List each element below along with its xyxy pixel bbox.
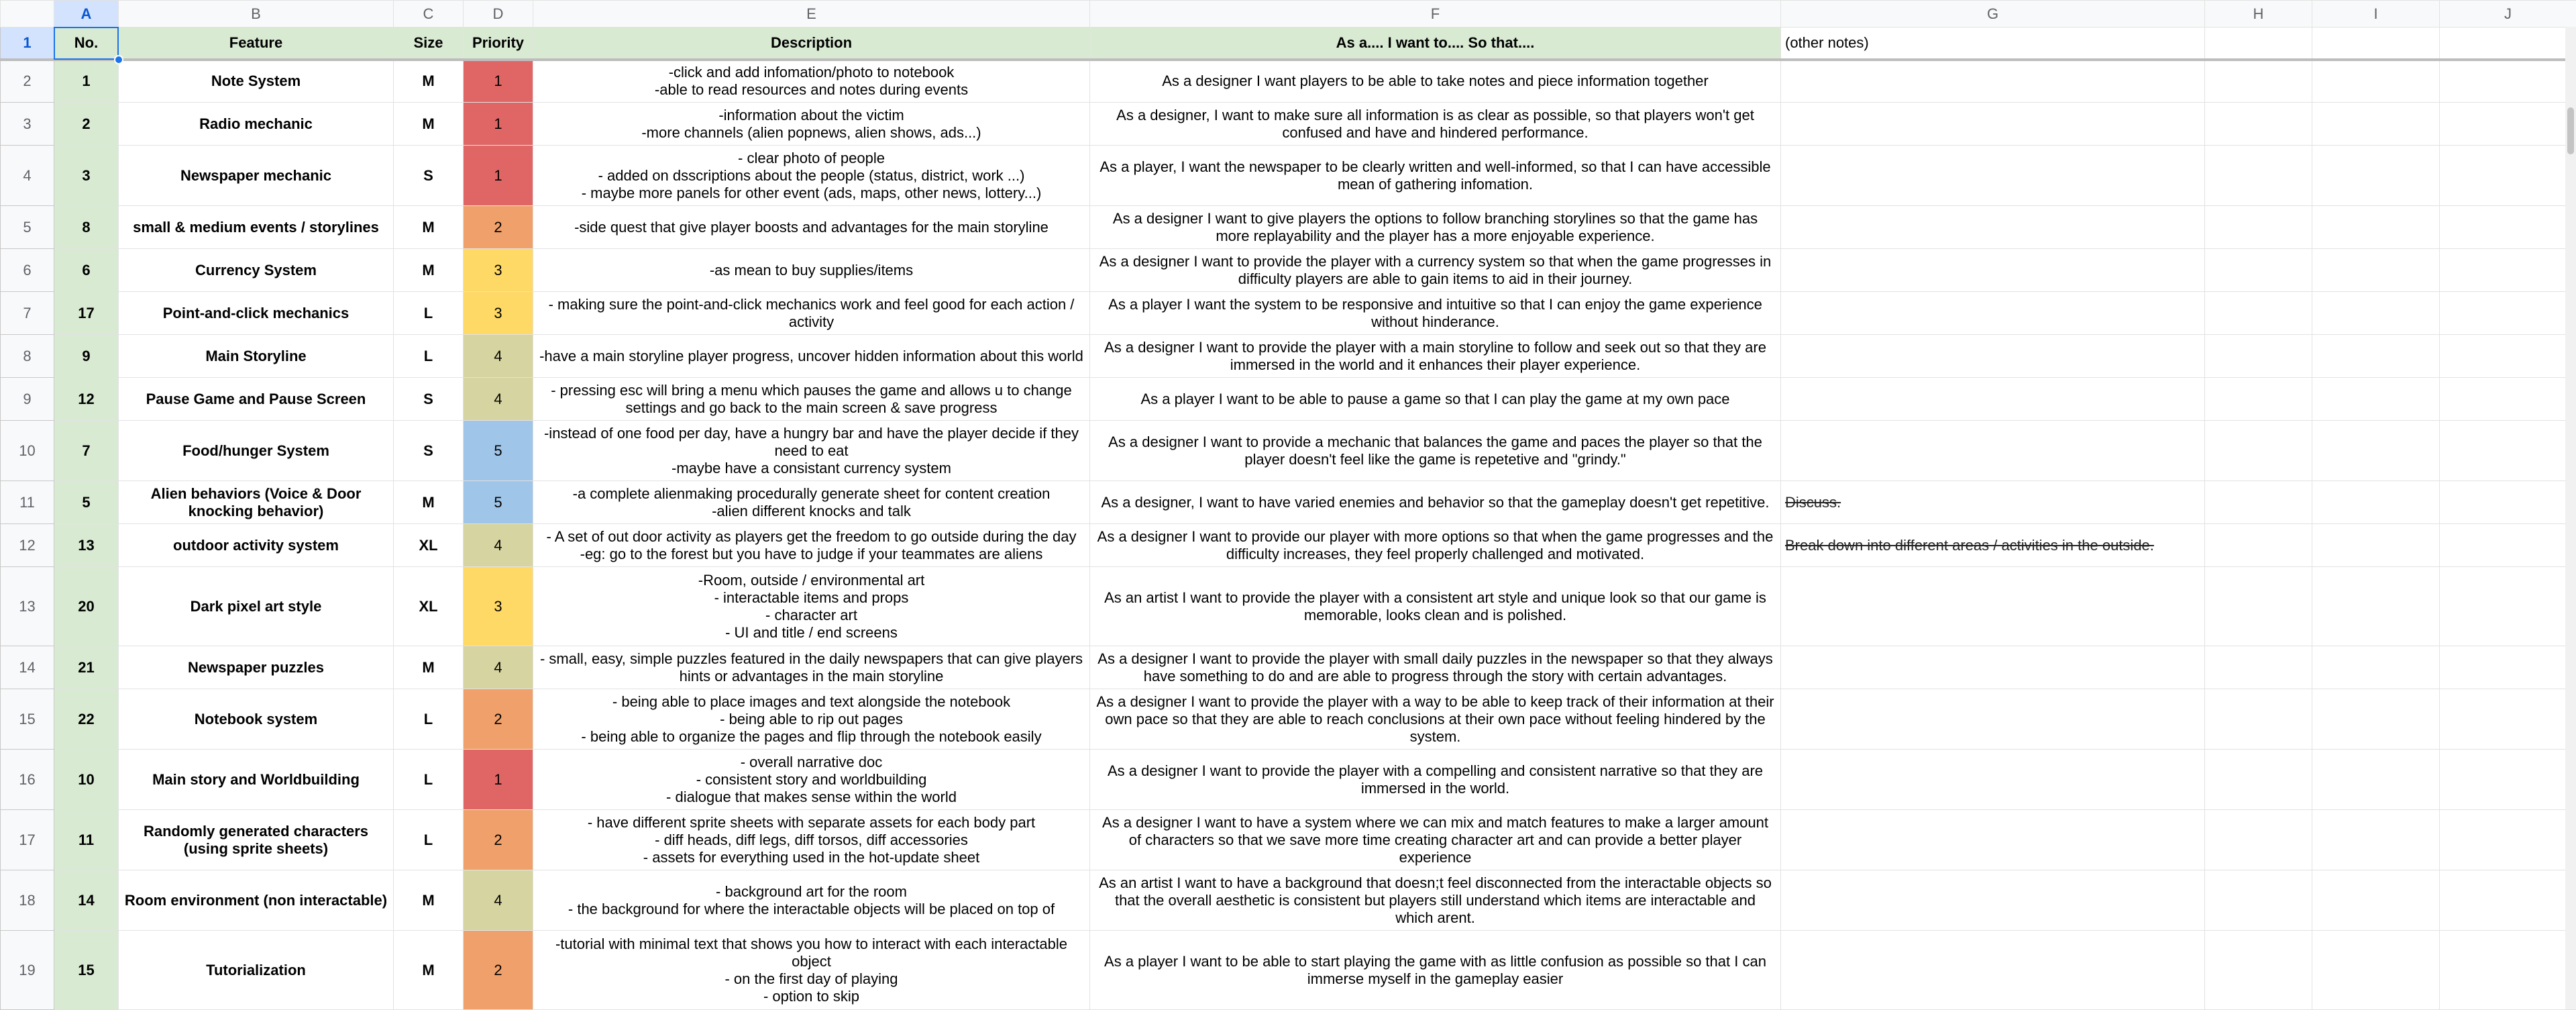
row-number[interactable]: 9	[1, 378, 54, 421]
cell-feature[interactable]: Dark pixel art style	[119, 567, 394, 646]
column-header-j[interactable]: J	[2440, 1, 2576, 28]
column-header-d[interactable]: D	[464, 1, 533, 28]
cell-priority[interactable]: 1	[464, 60, 533, 103]
cell-notes[interactable]	[1781, 206, 2205, 249]
cell-size[interactable]: S	[394, 146, 464, 206]
cell-notes[interactable]	[1781, 421, 2205, 481]
cell-no[interactable]: 14	[54, 870, 119, 931]
empty-cell[interactable]	[2205, 249, 2312, 292]
row-number[interactable]: 2	[1, 60, 54, 103]
empty-cell[interactable]	[2440, 870, 2576, 931]
description-line: - clear photo of people	[537, 150, 1085, 167]
table-row	[1, 249, 2576, 292]
cell-priority[interactable]: 4	[464, 335, 533, 378]
cell-size[interactable]: M	[394, 870, 464, 931]
column-header-row	[1, 1, 2576, 28]
cell-user-story[interactable]: As a designer I want to provide our player with more options so that when the game progresses and the difficulty increases, they feel properly challenged and motivated.	[1090, 524, 1781, 567]
column-header-c[interactable]: C	[394, 1, 464, 28]
cell-description[interactable]	[533, 481, 1090, 524]
description-line: - being able to rip out pages	[537, 711, 1085, 728]
empty-cell[interactable]	[2440, 28, 2576, 60]
description-line: - pressing esc will bring a menu which pauses the game and allows u to change settings and go back to the main screen & save progress	[537, 382, 1085, 417]
header-row	[1, 28, 2576, 60]
description-line: -alien different knocks and talk	[537, 503, 1085, 520]
cell-user-story[interactable]: As a player I want the system to be responsive and intuitive so that I can enjoy the game experience without hinderance.	[1090, 292, 1781, 335]
row-number[interactable]: 16	[1, 750, 54, 810]
description-line: - dialogue that makes sense within the world	[537, 789, 1085, 806]
column-header-h[interactable]: H	[2205, 1, 2312, 28]
table-row	[1, 206, 2576, 249]
cell-user-story[interactable]: As a player, I want the newspaper to be clearly written and well-informed, so that I can have accessible mean of gathering infomation.	[1090, 146, 1781, 206]
cell-feature[interactable]: Main Storyline	[119, 335, 394, 378]
cell-description[interactable]	[533, 60, 1090, 103]
cell-feature[interactable]: outdoor activity system	[119, 524, 394, 567]
description-line: -click and add infomation/photo to notebook	[537, 64, 1085, 81]
cell-no[interactable]: 3	[54, 146, 119, 206]
description-line: -more channels (alien popnews, alien shows, ads...)	[537, 124, 1085, 142]
cell-notes[interactable]	[1781, 146, 2205, 206]
empty-cell[interactable]	[2312, 421, 2440, 481]
description-line: -tutorial with minimal text that shows you how to interact with each interactable object	[537, 936, 1085, 970]
empty-cell[interactable]	[2205, 931, 2312, 1010]
cell-description[interactable]	[533, 146, 1090, 206]
cell-no[interactable]: 13	[54, 524, 119, 567]
cell-description[interactable]	[533, 810, 1090, 870]
description-line: - maybe more panels for other event (ads, maps, other news, lottery...)	[537, 185, 1085, 202]
empty-cell[interactable]	[2440, 567, 2576, 646]
cell-size[interactable]: L	[394, 689, 464, 750]
cell-user-story[interactable]: As a designer I want to provide the player with a main storyline to follow and seek out so that they are immersed in the world and it enhances their player experience.	[1090, 335, 1781, 378]
empty-cell[interactable]	[2440, 421, 2576, 481]
empty-cell[interactable]	[2440, 378, 2576, 421]
header-description[interactable]: Description	[533, 28, 1090, 60]
cell-user-story[interactable]: As a designer I want to provide the player with a currency system so that when the game progresses in difficulty players are able to gain items to aid in their journey.	[1090, 249, 1781, 292]
column-header-a[interactable]: A	[54, 1, 119, 28]
cell-notes[interactable]	[1781, 335, 2205, 378]
cell-feature[interactable]: Note System	[119, 60, 394, 103]
cell-size[interactable]: M	[394, 931, 464, 1010]
row-number[interactable]: 11	[1, 481, 54, 524]
cell-description[interactable]	[533, 103, 1090, 146]
header-priority[interactable]: Priority	[464, 28, 533, 60]
empty-cell[interactable]	[2312, 103, 2440, 146]
table-row	[1, 335, 2576, 378]
cell-priority[interactable]: 1	[464, 103, 533, 146]
cell-user-story[interactable]: As a designer I want to provide the player with small daily puzzles in the newspaper so that they always have something to do and are able to progress through the story with certain advantages.	[1090, 646, 1781, 689]
header-no[interactable]: No.	[54, 28, 119, 60]
cell-priority[interactable]: 5	[464, 421, 533, 481]
cell-no[interactable]: 7	[54, 421, 119, 481]
row-number[interactable]: 18	[1, 870, 54, 931]
empty-cell[interactable]	[2440, 646, 2576, 689]
empty-cell[interactable]	[2312, 206, 2440, 249]
table-row	[1, 421, 2576, 481]
table-row	[1, 146, 2576, 206]
cell-feature[interactable]: Randomly generated characters (using sprite sheets)	[119, 810, 394, 870]
cell-feature[interactable]: small & medium events / storylines	[119, 206, 394, 249]
empty-cell[interactable]	[2440, 146, 2576, 206]
cell-size[interactable]: L	[394, 810, 464, 870]
cell-priority[interactable]: 4	[464, 378, 533, 421]
cell-priority[interactable]: 5	[464, 481, 533, 524]
empty-cell[interactable]	[2312, 249, 2440, 292]
cell-priority[interactable]: 3	[464, 292, 533, 335]
cell-feature[interactable]: Point-and-click mechanics	[119, 292, 394, 335]
empty-cell[interactable]	[2205, 810, 2312, 870]
empty-cell[interactable]	[2440, 335, 2576, 378]
cell-user-story[interactable]: As a designer, I want to have varied enemies and behavior so that the gameplay doesn't get repetitive.	[1090, 481, 1781, 524]
cell-description[interactable]	[533, 249, 1090, 292]
row-number[interactable]: 15	[1, 689, 54, 750]
empty-cell[interactable]	[2440, 249, 2576, 292]
cell-size[interactable]: M	[394, 206, 464, 249]
row-number[interactable]: 14	[1, 646, 54, 689]
empty-cell[interactable]	[2312, 931, 2440, 1010]
cell-notes[interactable]	[1781, 60, 2205, 103]
empty-cell[interactable]	[2440, 524, 2576, 567]
cell-size[interactable]: L	[394, 750, 464, 810]
cell-description[interactable]	[533, 870, 1090, 931]
empty-cell[interactable]	[2312, 750, 2440, 810]
cell-no[interactable]: 6	[54, 249, 119, 292]
cell-user-story[interactable]: As a player I want to be able to pause a game so that I can play the game at my own pace	[1090, 378, 1781, 421]
cell-size[interactable]: M	[394, 646, 464, 689]
table-row	[1, 481, 2576, 524]
table-row	[1, 292, 2576, 335]
empty-cell[interactable]	[2312, 646, 2440, 689]
cell-feature[interactable]: Room environment (non interactable)	[119, 870, 394, 931]
table-row	[1, 750, 2576, 810]
empty-cell[interactable]	[2312, 870, 2440, 931]
cell-description[interactable]	[533, 378, 1090, 421]
row-number[interactable]: 5	[1, 206, 54, 249]
empty-cell[interactable]	[2312, 60, 2440, 103]
empty-cell[interactable]	[2205, 292, 2312, 335]
empty-cell[interactable]	[2205, 689, 2312, 750]
cell-no[interactable]: 22	[54, 689, 119, 750]
cell-feature[interactable]: Pause Game and Pause Screen	[119, 378, 394, 421]
empty-cell[interactable]	[2205, 870, 2312, 931]
cell-notes[interactable]	[1781, 870, 2205, 931]
table-row	[1, 524, 2576, 567]
empty-cell[interactable]	[2440, 481, 2576, 524]
cell-size[interactable]: S	[394, 378, 464, 421]
vertical-scrollbar[interactable]	[2565, 27, 2576, 1009]
cell-feature[interactable]: Main story and Worldbuilding	[119, 750, 394, 810]
empty-cell[interactable]	[2440, 103, 2576, 146]
empty-cell[interactable]	[2205, 28, 2312, 60]
cell-feature[interactable]: Newspaper puzzles	[119, 646, 394, 689]
cell-notes[interactable]: Break down into different areas / activities in the outside.	[1781, 524, 2205, 567]
select-all-corner[interactable]	[1, 1, 54, 28]
empty-cell[interactable]	[2312, 481, 2440, 524]
table-row	[1, 931, 2576, 1010]
description-line: - on the first day of playing	[537, 970, 1085, 988]
header-feature[interactable]: Feature	[119, 28, 394, 60]
empty-cell[interactable]	[2205, 750, 2312, 810]
table-row	[1, 378, 2576, 421]
column-header-i[interactable]: I	[2312, 1, 2440, 28]
cell-priority[interactable]: 2	[464, 689, 533, 750]
description-line: -side quest that give player boosts and advantages for the main storyline	[537, 219, 1085, 236]
row-number[interactable]: 7	[1, 292, 54, 335]
cell-size[interactable]: M	[394, 60, 464, 103]
table-row	[1, 810, 2576, 870]
empty-cell[interactable]	[2312, 28, 2440, 60]
cell-description[interactable]	[533, 750, 1090, 810]
cell-description[interactable]	[533, 206, 1090, 249]
empty-cell[interactable]	[2205, 481, 2312, 524]
cell-user-story[interactable]: As a designer I want to provide the player with a compelling and consistent narrative so that they are immersed in the world.	[1090, 750, 1781, 810]
cell-no[interactable]: 12	[54, 378, 119, 421]
empty-cell[interactable]	[2205, 378, 2312, 421]
cell-notes[interactable]	[1781, 810, 2205, 870]
cell-no[interactable]: 5	[54, 481, 119, 524]
row-number[interactable]: 8	[1, 335, 54, 378]
cell-notes[interactable]	[1781, 292, 2205, 335]
description-line: -a complete alienmaking procedurally generate sheet for content creation	[537, 485, 1085, 503]
cell-feature[interactable]: Food/hunger System	[119, 421, 394, 481]
empty-cell[interactable]	[2440, 206, 2576, 249]
cell-description[interactable]	[533, 931, 1090, 1010]
cell-description[interactable]	[533, 524, 1090, 567]
empty-cell[interactable]	[2312, 810, 2440, 870]
cell-no[interactable]: 17	[54, 292, 119, 335]
selection-fill-handle[interactable]	[114, 55, 123, 64]
cell-notes[interactable]	[1781, 103, 2205, 146]
cell-feature[interactable]: Newspaper mechanic	[119, 146, 394, 206]
cell-user-story[interactable]: As a player I want to be able to start playing the game with as little confusion as possible so that I can immerse myself in the gameplay easier	[1090, 931, 1781, 1010]
cell-priority[interactable]: 3	[464, 567, 533, 646]
cell-no[interactable]: 20	[54, 567, 119, 646]
description-line: -Room, outside / environmental art	[537, 572, 1085, 589]
empty-cell[interactable]	[2205, 567, 2312, 646]
cell-notes[interactable]: Discuss.	[1781, 481, 2205, 524]
description-line: -instead of one food per day, have a hungry bar and have the player decide if they need to eat	[537, 425, 1085, 460]
cell-user-story[interactable]: As a designer I want to provide the player with a way to be able to keep track of their information at their own pace so that they are able to reach conclusions at their own pace without feeling hindered by the system.	[1090, 689, 1781, 750]
cell-no[interactable]: 15	[54, 931, 119, 1010]
cell-priority[interactable]: 1	[464, 146, 533, 206]
empty-cell[interactable]	[2205, 524, 2312, 567]
description-line: - diff heads, diff legs, diff torsos, diff accessories	[537, 831, 1085, 849]
column-header-f[interactable]: F	[1090, 1, 1781, 28]
cell-priority[interactable]: 2	[464, 206, 533, 249]
cell-size[interactable]: M	[394, 103, 464, 146]
empty-cell[interactable]	[2312, 335, 2440, 378]
cell-description[interactable]	[533, 292, 1090, 335]
cell-notes[interactable]	[1781, 931, 2205, 1010]
cell-notes[interactable]	[1781, 750, 2205, 810]
cell-priority[interactable]: 3	[464, 249, 533, 292]
cell-description[interactable]	[533, 335, 1090, 378]
row-number[interactable]: 13	[1, 567, 54, 646]
cell-notes[interactable]	[1781, 378, 2205, 421]
column-header-g[interactable]: G	[1781, 1, 2205, 28]
empty-cell[interactable]	[2312, 146, 2440, 206]
cell-size[interactable]: M	[394, 249, 464, 292]
description-line: - making sure the point-and-click mechanics work and feel good for each action / activity	[537, 296, 1085, 331]
cell-no[interactable]: 11	[54, 810, 119, 870]
cell-priority[interactable]: 2	[464, 810, 533, 870]
cell-feature[interactable]: Tutorialization	[119, 931, 394, 1010]
description-line: - UI and title / end screens	[537, 624, 1085, 642]
description-line: - have different sprite sheets with separate assets for each body part	[537, 814, 1085, 831]
cell-size[interactable]: L	[394, 335, 464, 378]
table-row	[1, 103, 2576, 146]
description-line: - small, easy, simple puzzles featured in the daily newspapers that can give players hints or advantages in the main storyline	[537, 650, 1085, 685]
cell-feature[interactable]: Radio mechanic	[119, 103, 394, 146]
table-row	[1, 689, 2576, 750]
empty-cell[interactable]	[2312, 689, 2440, 750]
cell-priority[interactable]: 4	[464, 524, 533, 567]
row-number[interactable]: 17	[1, 810, 54, 870]
description-line: -as mean to buy supplies/items	[537, 262, 1085, 279]
empty-cell[interactable]	[2205, 206, 2312, 249]
table-row	[1, 60, 2576, 103]
cell-no[interactable]: 1	[54, 60, 119, 103]
empty-cell[interactable]	[2312, 524, 2440, 567]
row-number[interactable]: 6	[1, 249, 54, 292]
row-number[interactable]: 1	[1, 28, 54, 60]
cell-user-story[interactable]: As a designer I want to give players the options to follow branching storylines so that the game has more replayability and the player has a more enjoyable experience.	[1090, 206, 1781, 249]
description-line: - interactable items and props	[537, 589, 1085, 607]
empty-cell[interactable]	[2205, 60, 2312, 103]
cell-user-story[interactable]: As an artist I want to provide the player with a consistent art style and unique look so that our game is memorable, looks clean and is polished.	[1090, 567, 1781, 646]
description-line: -information about the victim	[537, 107, 1085, 124]
description-line: - assets for everything used in the hot-update sheet	[537, 849, 1085, 866]
table-row	[1, 646, 2576, 689]
empty-cell[interactable]	[2440, 931, 2576, 1010]
description-line: - option to skip	[537, 988, 1085, 1005]
header-notes[interactable]: (other notes)	[1781, 28, 2205, 60]
empty-cell[interactable]	[2205, 103, 2312, 146]
description-line: -eg: go to the forest but you have to judge if your teammates are aliens	[537, 546, 1085, 563]
row-number[interactable]: 4	[1, 146, 54, 206]
description-line: -maybe have a consistant currency system	[537, 460, 1085, 477]
header-size[interactable]: Size	[394, 28, 464, 60]
cell-feature[interactable]: Notebook system	[119, 689, 394, 750]
empty-cell[interactable]	[2312, 292, 2440, 335]
empty-cell[interactable]	[2440, 60, 2576, 103]
scrollbar-thumb[interactable]	[2567, 107, 2574, 154]
cell-priority[interactable]: 1	[464, 750, 533, 810]
cell-description[interactable]	[533, 567, 1090, 646]
empty-cell[interactable]	[2205, 646, 2312, 689]
description-line: - character art	[537, 607, 1085, 624]
cell-size[interactable]: XL	[394, 567, 464, 646]
table-row	[1, 870, 2576, 931]
row-number[interactable]: 10	[1, 421, 54, 481]
cell-size[interactable]: S	[394, 421, 464, 481]
empty-cell[interactable]	[2312, 378, 2440, 421]
column-header-e[interactable]: E	[533, 1, 1090, 28]
cell-priority[interactable]: 4	[464, 646, 533, 689]
cell-no[interactable]: 9	[54, 335, 119, 378]
description-line: - overall narrative doc	[537, 754, 1085, 771]
description-line: - added on dsscriptions about the people (status, district, work ...)	[537, 167, 1085, 185]
cell-feature[interactable]: Currency System	[119, 249, 394, 292]
cell-no[interactable]: 21	[54, 646, 119, 689]
table-row	[1, 567, 2576, 646]
cell-notes[interactable]	[1781, 249, 2205, 292]
cell-no[interactable]: 2	[54, 103, 119, 146]
empty-cell[interactable]	[2312, 567, 2440, 646]
cell-priority[interactable]: 4	[464, 870, 533, 931]
column-header-b[interactable]: B	[119, 1, 394, 28]
cell-description[interactable]	[533, 646, 1090, 689]
header-user-story[interactable]: As a.... I want to.... So that....	[1090, 28, 1781, 60]
description-line: - being able to place images and text alongside the notebook	[537, 693, 1085, 711]
description-line: -have a main storyline player progress, uncover hidden information about this world	[537, 348, 1085, 365]
cell-notes[interactable]	[1781, 689, 2205, 750]
cell-feature[interactable]: Alien behaviors (Voice & Door knocking behavior)	[119, 481, 394, 524]
cell-no[interactable]: 8	[54, 206, 119, 249]
description-line: - consistent story and worldbuilding	[537, 771, 1085, 789]
cell-user-story[interactable]: As a designer I want players to be able to take notes and piece information together	[1090, 60, 1781, 103]
row-number[interactable]: 3	[1, 103, 54, 146]
cell-notes[interactable]	[1781, 646, 2205, 689]
cell-no[interactable]: 10	[54, 750, 119, 810]
cell-notes[interactable]	[1781, 567, 2205, 646]
description-line: -able to read resources and notes during events	[537, 81, 1085, 99]
empty-cell[interactable]	[2440, 750, 2576, 810]
cell-user-story[interactable]: As an artist I want to have a background that doesn;t feel disconnected from the interactable objects so that the overall aesthetic is consistent but players still understand which items are interactable and which arent.	[1090, 870, 1781, 931]
cell-priority[interactable]: 2	[464, 931, 533, 1010]
cell-size[interactable]: L	[394, 292, 464, 335]
row-number[interactable]: 19	[1, 931, 54, 1010]
empty-cell[interactable]	[2440, 689, 2576, 750]
cell-size[interactable]: M	[394, 481, 464, 524]
empty-cell[interactable]	[2440, 810, 2576, 870]
cell-user-story[interactable]: As a designer I want to have a system where we can mix and match features to make a larger amount of characters so that we save more time creating character art and can provide a better player experience	[1090, 810, 1781, 870]
cell-user-story[interactable]: As a designer I want to provide a mechanic that balances the game and paces the player so that the player doesn't feel like the game is repetetive and "grindy."	[1090, 421, 1781, 481]
empty-cell[interactable]	[2205, 146, 2312, 206]
cell-description[interactable]	[533, 421, 1090, 481]
cell-size[interactable]: XL	[394, 524, 464, 567]
empty-cell[interactable]	[2205, 335, 2312, 378]
description-line: - background art for the room	[537, 883, 1085, 901]
row-number[interactable]: 12	[1, 524, 54, 567]
empty-cell[interactable]	[2205, 421, 2312, 481]
cell-user-story[interactable]: As a designer, I want to make sure all information is as clear as possible, so that players won't get confused and have and hindered performance.	[1090, 103, 1781, 146]
description-line: - A set of out door activity as players get the freedom to go outside during the day	[537, 528, 1085, 546]
description-line: - being able to organize the pages and flip through the notebook easily	[537, 728, 1085, 746]
cell-description[interactable]	[533, 689, 1090, 750]
empty-cell[interactable]	[2440, 292, 2576, 335]
description-line: - the background for where the interactable objects will be placed on top of	[537, 901, 1085, 918]
